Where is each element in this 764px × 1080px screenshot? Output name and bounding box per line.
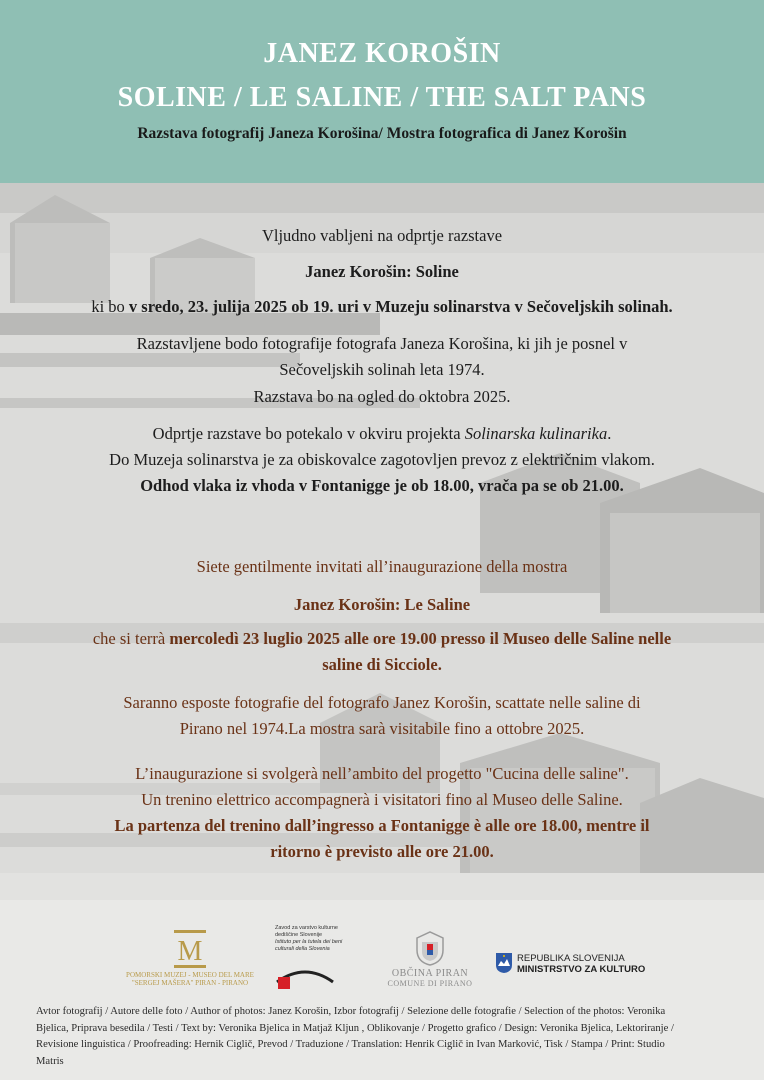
slovene-desc-2: Sečoveljskih solinah leta 1974. bbox=[279, 360, 485, 379]
italian-when-2 bbox=[20, 652, 744, 677]
zavod-logo bbox=[275, 925, 375, 1000]
zavod-text-1: Zavod za varstvo kulturne bbox=[275, 925, 338, 931]
credits-line-1: Avtor fotografij / Autore delle foto / Author of photos: Janez Korošin, Izbor fotografij / Selezione delle fotografie / Selection of the photos: Veronika bbox=[36, 1006, 666, 1017]
italian-departure-1 bbox=[20, 813, 744, 838]
italian-invite: Siete gentilmente invitati all’inaugurazione della mostra bbox=[196, 557, 568, 576]
museum-m-icon bbox=[174, 930, 206, 968]
italian-desc-2: Pirano nel 1974.La mostra sarà visitabile fino a ottobre 2025. bbox=[179, 719, 585, 738]
zavod-text-3: Istituto per la tutela dei beni bbox=[275, 939, 343, 945]
page-title: JANEZ KOROŠIN bbox=[263, 38, 501, 69]
slovene-desc-1: Razstavljene bodo fotografije fotografa Janeza Korošina, ki jih je posnel v bbox=[136, 334, 628, 353]
page-tagline: Razstava fotografij Janeza Korošina/ Mostra fotografica di Janez Korošin bbox=[137, 125, 627, 142]
italian-train: Un trenino elettrico accompagnerà i visitatori fino al Museo delle Saline. bbox=[141, 790, 623, 809]
zavod-arc-icon bbox=[275, 960, 335, 990]
obcina-name-1: OBČINA PIRAN bbox=[391, 968, 469, 979]
slovene-when bbox=[20, 294, 744, 319]
page-subtitle: SOLINE / LE SALINE / THE SALT PANS bbox=[117, 82, 647, 113]
slovenia-coat-of-arms-icon bbox=[495, 952, 513, 974]
zavod-text-4: culturali della Slovenia bbox=[275, 946, 330, 952]
slovene-when-details: v sredo, 23. julija 2025 ob 19. uri v Muzeju solinarstva v Sečoveljskih solinah. bbox=[128, 297, 673, 316]
italian-exhibition-title bbox=[20, 592, 744, 617]
italian-departure-text-2: ritorno è previsto alle ore 21.00. bbox=[270, 842, 494, 861]
credits bbox=[36, 1004, 734, 1070]
header-banner bbox=[0, 0, 764, 183]
obcina-piran-logo bbox=[380, 930, 480, 1000]
slovene-when-prefix: ki bo bbox=[91, 297, 129, 316]
slovene-project-name: Solinarska kulinarika bbox=[464, 424, 608, 443]
slovene-invite: Vljudno vabljeni na odprtje razstave bbox=[261, 226, 503, 245]
ministry-name-1: REPUBLIKA SLOVENIJA bbox=[517, 953, 625, 964]
piran-crest-icon bbox=[413, 930, 447, 966]
slovene-exhibition-title bbox=[20, 259, 744, 284]
museum-logo bbox=[120, 930, 260, 1000]
italian-when-details-1: mercoledì 23 luglio 2025 alle ore 19.00 presso il Museo delle Saline nelle bbox=[169, 629, 672, 648]
slovene-departure bbox=[20, 473, 744, 498]
credits-line-3: Revisione linguistica / Proofreading: Hernik Ciglič, Prevod / Traduzione / Translation: Henrik Ciglič in Ivan Marković, Tisk / Stampa / Print: Studio bbox=[36, 1039, 665, 1050]
ministry-logo bbox=[495, 952, 665, 982]
slovene-project-prefix: Odprtje razstave bo potekalo v okviru projekta bbox=[152, 424, 465, 443]
obcina-name-2: COMUNE DI PIRANO bbox=[387, 979, 473, 988]
sponsor-logos bbox=[0, 920, 764, 1000]
italian-when-1 bbox=[20, 626, 744, 651]
ministry-name-2: MINISTRSTVO ZA KULTURO bbox=[517, 964, 646, 975]
italian-when-prefix: che si terrà bbox=[92, 629, 170, 648]
zavod-text-2: dediščine Slovenije bbox=[275, 932, 323, 938]
italian-project: L’inaugurazione si svolgerà nell’ambito del progetto "Cucina delle saline". bbox=[135, 764, 629, 783]
museum-name-1: POMORSKI MUZEJ - MUSEO DEL MARE bbox=[126, 971, 254, 979]
slovene-train: Do Muzeja solinarstva je za obiskovalce zagotovljen prevoz z električnim vlakom. bbox=[109, 450, 655, 469]
italian-departure-text-1: La partenza del trenino dall’ingresso a Fontanigge è alle ore 18.00, mentre il bbox=[114, 816, 650, 835]
slovene-project-suffix: . bbox=[607, 424, 612, 443]
italian-exhibition-name: Janez Korošin: Le Saline bbox=[293, 595, 471, 614]
credits-line-4: Matris bbox=[36, 1055, 64, 1067]
italian-when-details-2: saline di Sicciole. bbox=[322, 655, 442, 674]
slovene-desc-3: Razstava bo na ogled do oktobra 2025. bbox=[253, 387, 511, 406]
italian-desc-1: Saranno esposte fotografie del fotografo Janez Korošin, scattate nelle saline di bbox=[123, 693, 641, 712]
slovene-exhibition-name: Janez Korošin: Soline bbox=[305, 262, 459, 281]
svg-text:M: M bbox=[177, 936, 203, 967]
italian-departure-2 bbox=[20, 839, 744, 864]
slovene-project bbox=[20, 421, 744, 446]
slovene-departure-text: Odhod vlaka iz vhoda v Fontanigge je ob 18.00, vrača pa se ob 21.00. bbox=[140, 476, 624, 495]
museum-name-2: "SERGEJ MAŠERA" PIRAN - PIRANO bbox=[131, 979, 249, 987]
credits-line-2: Bjelica, Priprava besedila / Testi / Text by: Veronika Bjelica in Matjaž Kljun , Oblikovanje / Progetto grafico / Design: Veronika Bjelica, Lektoriranje / bbox=[36, 1022, 674, 1034]
